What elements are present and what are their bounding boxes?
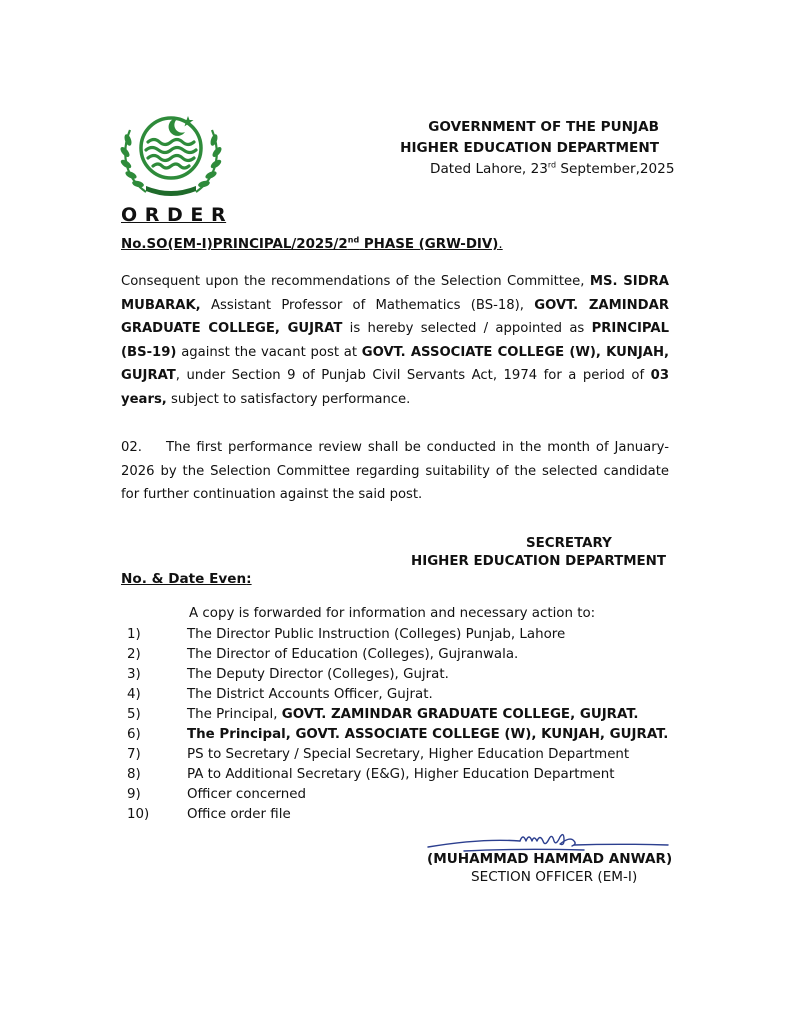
signer-title: SECTION OFFICER (EM-I) — [471, 869, 638, 885]
header-department: HIGHER EDUCATION DEPARTMENT — [400, 140, 659, 156]
order-number: No.SO(EM-I)PRINCIPAL/2025/2nd PHASE (GRW-DIV). — [121, 235, 503, 252]
header-government: GOVERNMENT OF THE PUNJAB — [428, 119, 659, 135]
copy-intro: A copy is forwarded for information and necessary action to: — [189, 606, 596, 621]
signer-name: (MUHAMMAD HAMMAD ANWAR) — [427, 851, 673, 867]
punjab-emblem-icon — [116, 100, 226, 200]
secretary-title: SECRETARY — [526, 536, 612, 551]
header-date: Dated Lahore, 23rd September,2025 — [430, 160, 675, 177]
reference-no-date: No. & Date Even: — [121, 571, 252, 587]
secretary-department: HIGHER EDUCATION DEPARTMENT — [411, 554, 667, 569]
order-paragraph-2: 02. The first performance review shall be conducted in the month of January-2026 by the Selection Committee regarding suitability of the selected candidate for further continuation against the said post. — [121, 440, 669, 503]
order-paragraph-1: Consequent upon the recommendations of the Selection Committee, MS. SIDRA MUBARAK, Assistant Professor of Mathematics (BS-18), GOVT. ZAMINDAR GRADUATE COLLEGE, GUJRAT is hereby selected / appointed as PRINCIPAL (BS-19) against the vacant post at GOVT. ASSOCIATE COLLEGE (W), KUNJAH, GUJRAT, under Section 9 of Punjab Civil Servants Act, 1974 for a period of 03 years, subject to satisfactory performance. — [121, 274, 670, 407]
order-title: O R D E R — [121, 204, 227, 226]
